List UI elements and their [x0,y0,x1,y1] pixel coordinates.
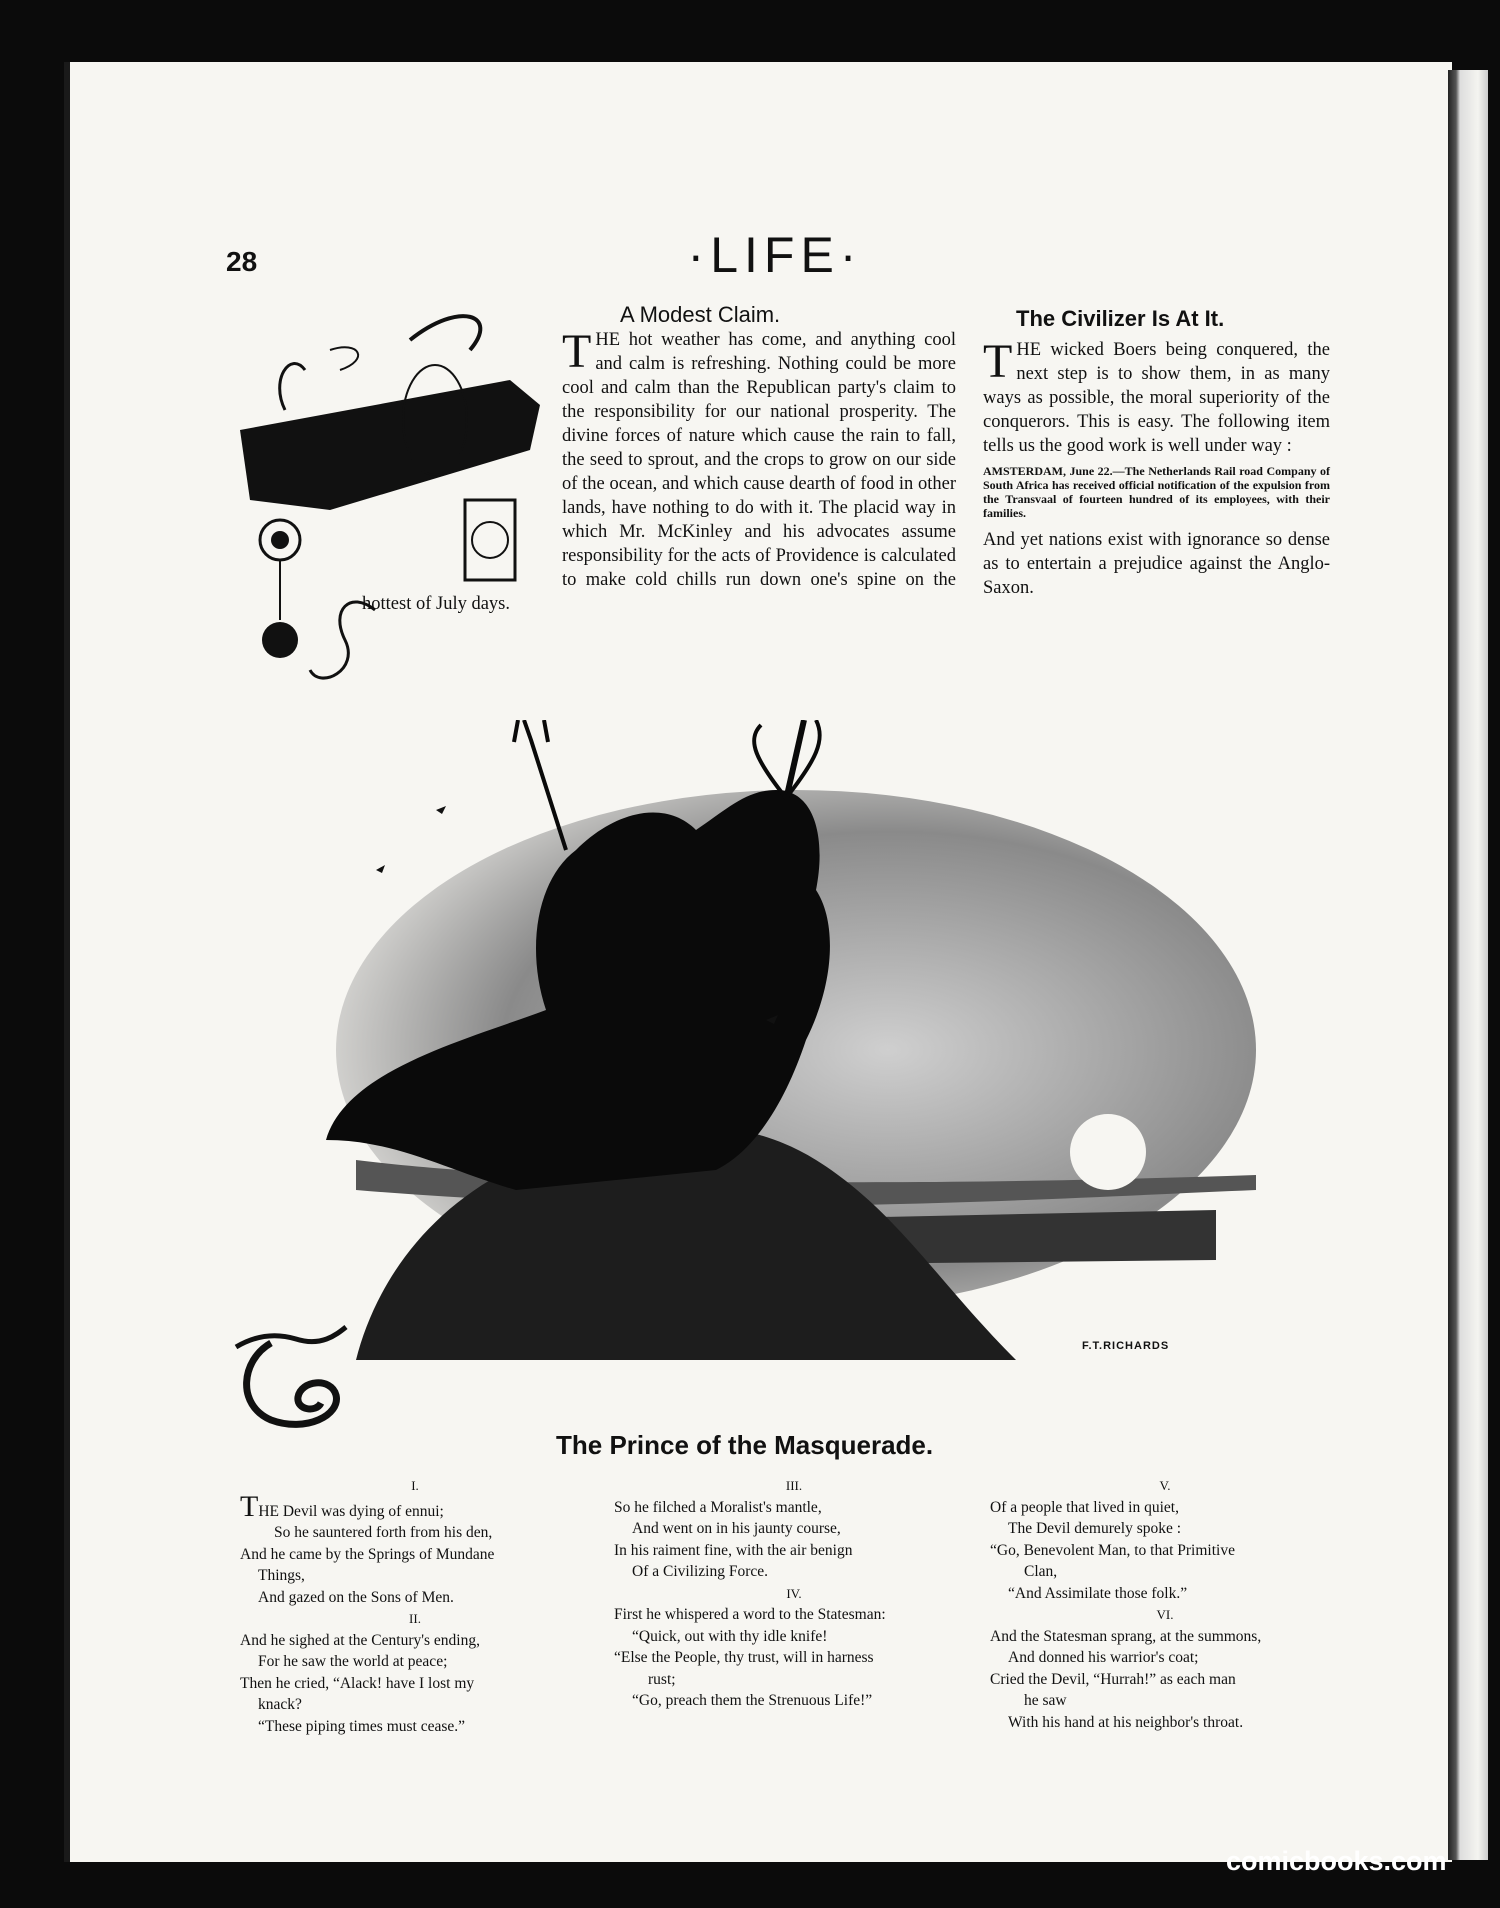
poem-column-1 [240,1475,590,1737]
poem-line: And went on in his jaunty course, [632,1520,841,1537]
poem-line: In his raiment fine, with the air benign [614,1541,853,1559]
poem-line: “These piping times must cease.” [258,1717,466,1735]
poem-line: Clan, [1024,1563,1058,1580]
poem-line: “And Assimilate those folk.” [1008,1584,1188,1602]
poem-line: And he sighed at the Century's ending, [240,1631,480,1649]
poem-title: The Prince of the Masquerade. [556,1430,934,1460]
poem-line: For he saw the world at peace; [258,1653,448,1670]
article-title-civilizer: The Civilizer Is At It. [1016,306,1225,331]
stanza-number: II. [409,1611,421,1626]
poem-line: So he filched a Moralist's mantle, [614,1498,822,1516]
article-body: HE hot weather has come, and anything cool and calm is refreshing. Nothing could be more cool and calm than the Republican party's claim to the responsibility for our national prosperity. The divine forces of nature which cause the rain to fall, the seed to sprout, and the crops to grow on our side of the ocean, and which cause dearth of food in other lands, have nothing to do with it. The placid way in which Mr. McKinley and his advocates assume responsibility for the acts of Providence is calculated to make cold chills run down one's spine on the hottest of July days. [362,330,956,614]
artist-signature: F.T.RICHARDS [1082,1340,1170,1352]
page-number: 28 [226,246,258,277]
article-paragraph: HE wicked Boers being conquered, the next step is to show them, in as many ways as possible, the moral superiority of the conquerors. This is easy. The following item tells us the good work is well under way : [983,340,1330,456]
poem-line: “Else the People, thy trust, will in harness [614,1649,874,1666]
article-title-modest-claim: A Modest Claim. [620,302,781,327]
poem-column-2 [614,1475,974,1712]
ornament-float-space [362,328,562,578]
article-civilizer [983,335,1330,606]
poem-line: knack? [258,1696,302,1713]
poem-line: he saw [1024,1692,1067,1709]
site-watermark: comicbooks.com [1226,1846,1447,1876]
poem-line: So he sauntered forth from his den, [274,1524,493,1541]
devil-silhouette-illustration [316,720,1256,1360]
poem-line: And the Statesman sprang, at the summons, [990,1627,1262,1645]
stanza-number: IV. [786,1585,802,1601]
poem-line: And donned his warrior's coat; [1008,1649,1199,1666]
poem-line: rust; [648,1670,676,1688]
poem-line: THE Devil was dying of ennui; [240,1489,444,1523]
serpent-initial [226,1325,356,1435]
article-modest-claim [362,325,956,616]
poem-line: First he whispered a word to the Statesman: [614,1606,886,1623]
stanza-number: I. [411,1478,419,1493]
stanza-number: III. [785,1478,803,1493]
article-paragraph: And yet nations exist with ignorance so dense as to entertain a prejudice against the Anglo-Saxon. [983,530,1330,598]
poem-line: And gazed on the Sons of Men. [258,1588,454,1606]
stanza-number: VI. [1156,1607,1174,1622]
poem-line: Cried the Devil, “Hurrah!” as each man [990,1670,1236,1688]
drop-cap: T [562,325,592,378]
poem-line: And he came by the Springs of Mundane [240,1545,495,1563]
poem-line: Of a Civilizing Force. [632,1563,769,1580]
drop-cap: T [983,335,1013,388]
poem-line: The Devil demurely spoke : [1008,1520,1182,1537]
masthead: ·LIFE· [687,227,863,283]
book-spine [1448,70,1488,1860]
poem-column-3 [990,1475,1340,1733]
poem-line: Things, [258,1567,305,1584]
poem-line: With his hand at his neighbor's throat. [1008,1713,1244,1731]
poem-line: Then he cried, “Alack! have I lost my [240,1674,475,1692]
poem-line: “Go, Benevolent Man, to that Primitive [990,1541,1235,1559]
stanza-number: V. [1159,1478,1171,1493]
poem-line: “Quick, out with thy idle knife! [632,1627,828,1645]
poem-line: “Go, preach them the Strenuous Life!” [632,1692,873,1709]
poem-line: Of a people that lived in quiet, [990,1498,1179,1516]
news-clipping: AMSTERDAM, June 22.—The Netherlands Rail road Company of South Africa has received official notification of the expulsion from the Transvaal of fourteen hundred of its employees, with their families. [983,464,1330,520]
